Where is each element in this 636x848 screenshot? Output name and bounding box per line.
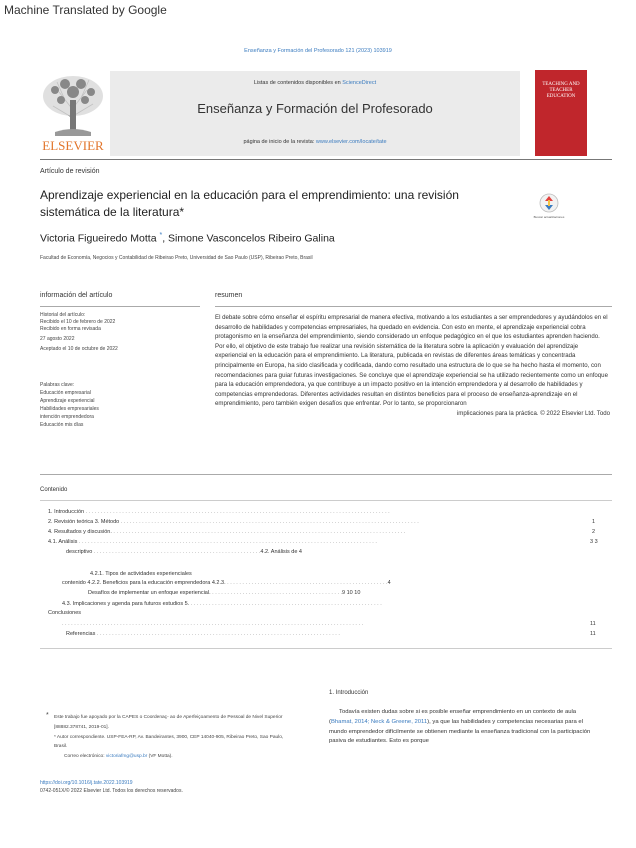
history-accepted: Aceptado el 10 de octubre de 2022: [40, 346, 118, 352]
journal-reference[interactable]: Enseñanza y Formación del Profesorado 121 (2023) 103919: [244, 48, 392, 54]
toc-entry[interactable]: 2. Revisión teórica 3. Método . . . . . . . . . . . . . . . . . . . . . . . . . . . . . . . . . . . . . . . . . . . . . . . . . . . . . . . . . . . . . . . . . . . . . . . . . . . . . . . . . . . . . . . . . . . . . . . . . .: [48, 519, 419, 525]
footnote-marker: *: [46, 712, 49, 719]
toc-entry[interactable]: 1. Introducción . . . . . . . . . . . . . . . . . . . . . . . . . . . . . . . . . . . . . . . . . . . . . . . . . . . . . . . . . . . . . . . . . . . . . . . . . . . . . . . . . . . . . . . . . . . . . . . . . . . .: [48, 509, 390, 515]
toc-entry[interactable]: Referencias . . . . . . . . . . . . . . . . . . . . . . . . . . . . . . . . . . . . . . . . . . . . . . . . . . . . . . . . . . . . . . . . . . . . . . . . . . . . . . . .: [66, 631, 340, 637]
toc-page: 11: [590, 621, 596, 627]
toc-end-divider: [40, 648, 612, 649]
homepage-link[interactable]: www.elsevier.com/locate/tate: [315, 139, 387, 145]
keyword: intención emprendedora: [40, 414, 94, 420]
keyword: Educación mis días: [40, 422, 84, 428]
keywords: [40, 381, 205, 429]
intro-text-start: Todavía existen dudas sobre si es posible enseñar emprendimiento en un contexto de aula (: [329, 709, 577, 725]
header-divider: [40, 159, 612, 160]
contents-prefix: Listas de contenidos disponibles en: [253, 80, 341, 86]
email-line: [54, 752, 284, 762]
abstract-tail: implicaciones para la práctica. © 2022 Elsevier Ltd. Todo: [456, 409, 610, 417]
author-2[interactable]: , Simone Vasconcelos Ribeiro Galina: [162, 232, 335, 245]
keywords-label: Palabras clave:: [40, 382, 75, 388]
history-received: Recibido el 10 de febrero de 2022: [40, 319, 116, 325]
toc-entry[interactable]: descriptivo . . . . . . . . . . . . . . . . . . . . . . . . . . . . . . . . . . . . . . . . . . . . . . . . . . . . . . .4.2. Análisis de 4: [66, 549, 302, 555]
introduction-text: [329, 708, 599, 747]
copyright: 0742-051X/© 2022 Elsevier Ltd. Todos los derechos reservados.: [40, 788, 183, 794]
intro-text-end: ), ya que las habilidades y competencias necesarias para el mundo emprendedor difícilmente se obtienen mediante la enseñanza tradicional con la participación pasiva de estudiantes. Esto es porque: [329, 718, 591, 745]
authors: [40, 232, 335, 245]
doi-link[interactable]: https://doi.org/10.1016/j.tate.2022.103919: [40, 780, 133, 786]
history-revised-date: 27 agosto 2022: [40, 336, 75, 342]
history-label: Historial del artículo:: [40, 312, 86, 318]
article-title: Aprendizaje experiencial en la educación para el emprendimiento: una revisión sistemática de la literatura*: [40, 188, 459, 219]
journal-cover: [535, 70, 587, 156]
abstract-end-divider: [40, 474, 612, 475]
toc-page: 2: [592, 529, 596, 535]
publisher-wordmark: ELSEVIER: [42, 138, 104, 153]
crossmark-badge[interactable]: [533, 192, 565, 224]
abstract-divider: [215, 306, 612, 307]
article-info-heading: información del artículo: [40, 292, 113, 299]
footnotes: [54, 713, 284, 762]
email-link[interactable]: victoriafmg@usp.br: [105, 754, 148, 760]
toc-entry[interactable]: contenido 4.2.2. Beneficios para la educación emprendedora 4.2.3. . . . . . . . . . . . . . . . . . . . . . . . . . . . . . . . . . . . . . . . . . . . . . . . . . . . . .4: [62, 580, 391, 586]
toc-entry[interactable]: 4.2.1. Tipos de actividades experienciales: [90, 571, 192, 577]
keyword: Aprendizaje experiencial: [40, 398, 95, 404]
email-suffix: (VF Motta).: [148, 754, 173, 760]
abstract-text: [215, 313, 610, 419]
sciencedirect-link[interactable]: ScienceDirect: [342, 80, 377, 86]
toc-page: 1: [592, 519, 596, 525]
toc-entry[interactable]: 4.1. Análisis . . . . . . . . . . . . . . . . . . . . . . . . . . . . . . . . . . . . . . . . . . . . . . . . . . . . . . . . . . . . . . . . . . . . . . . . . . . . . . . . . . . . . . . . . . . . . . . . . .: [48, 539, 377, 545]
toc-dots: . . . . . . . . . . . . . . . . . . . . . . . . . . . . . . . . . . . . . . . . . . . . . . . . . . . . . . . . . . . . . . . . . . . . . . . . . . . . . . . . . . . . . . . . . . . . . . . . . . .: [62, 621, 364, 627]
toc-page: 11: [590, 631, 596, 637]
toc-page: 3 3: [590, 539, 598, 545]
corresponding-author-footnote: * Autor correspondiente. USP-FEA-RP, Av. Bandeirantes, 3900, CEP 14040-905, Ribeirao Preto, Sao Paulo, Brasil.: [54, 734, 284, 750]
homepage-prefix: página de inicio de la revista:: [243, 139, 315, 145]
elsevier-logo: [35, 70, 111, 156]
toc-entry[interactable]: Desafíos de implementar un enfoque experiencial. . . . . . . . . . . . . . . . . . . . . . . . . . . . . . . . . . . . . . . . . . . .9 10 10: [88, 590, 361, 596]
keyword: Educación empresarial: [40, 390, 91, 396]
author-1[interactable]: Victoria Figueiredo Motta: [40, 232, 157, 245]
toc-divider: [40, 500, 612, 501]
affiliation: Facultad de Economía, Negocios y Contabilidad de Ribeirao Preto, Universidad de Sao Paulo (USP), Ribeirao Preto, Brasil: [40, 255, 313, 261]
journal-title: Enseñanza y Formación del Profesorado: [197, 101, 433, 116]
crossmark-label: Buscar actualizaciones: [533, 215, 565, 219]
article-type: Artículo de revisión: [40, 168, 100, 175]
info-divider: [40, 306, 200, 307]
corresponding-author-mark[interactable]: *: [159, 232, 163, 239]
abstract-body: El debate sobre cómo enseñar el espíritu empresarial de manera efectiva, motivando a los estudiantes a ser emprendedores y ayudándolos en el desarrollo de habilidades y competencias empresariales, ha quedado en evidencia. Con esto en mente, el aprendizaje experiencial cobra protagonismo en la enseñanza del emprendimiento, siendo considerado un enfoque pedagógico en el que los estudiantes aprenden haciendo. Por ello, el objetivo de este trabajo fue realizar una revisión sistemática de la literatura sobre la aplicación y evaluación del aprendizaje experiencial en la educación para el emprendimiento. La literatura, publicada en revistas de diferentes áreas temáticas y concentrada principalmente en Europa, ha sido clasificada y codificada, dando como resultado una estructura de lo que se ha hecho hasta el momento, con recomendaciones para guiar futuras investigaciones. Se concluye que el aprendizaje experiencial se ha utilizado recientemente como un enfoque para la educación emprendedora, ya que contribuye a un impacto positivo en la intención emprendedora y al desarrollo de habilidades y competencias emprendedoras. Diferentes actividades resultan en distintos beneficios para el proceso de enseñanza-aprendizaje en el emprendimiento, pero también exigen desafíos que enfrentar. Por lo tanto, se proporcionaron: [215, 314, 608, 408]
introduction-heading: 1. Introducción: [329, 690, 369, 696]
citation-link[interactable]: Bhamat, 2014; Neck & Greene, 2011: [330, 718, 428, 725]
toc-entry[interactable]: 4. Resultados y discusión. . . . . . . . . . . . . . . . . . . . . . . . . . . . . . . . . . . . . . . . . . . . . . . . . . . . . . . . . . . . . . . . . . . . . . . . . . . . . . . . . . . . . . . . . . . . . . . . .: [48, 529, 406, 535]
doi-block: [40, 779, 183, 795]
abstract-heading: resumen: [215, 292, 243, 299]
homepage-line: [110, 139, 520, 145]
article-history: [40, 312, 205, 353]
contents-line: [110, 80, 520, 86]
machine-translation-banner: Machine Translated by Google: [4, 3, 167, 17]
toc-entry[interactable]: Conclusiones: [48, 610, 82, 616]
funding-footnote: Este trabajo fue apoyado por la CAPES o Coordenaç- ao de Aperfeiçoamento de Pessoal de Nivel Superior [88882.378741, 2019-01].: [54, 715, 283, 730]
cover-title: TEACHING AND TEACHER EDUCATION: [542, 82, 580, 99]
history-revised: Recibido en forma revisada: [40, 326, 101, 332]
keyword: Habilidades empresariales: [40, 406, 99, 412]
contents-heading: Contenido: [40, 487, 68, 493]
email-prefix: Correo electrónico:: [64, 754, 105, 760]
toc-entry[interactable]: 4.3. Implicaciones y agenda para futuros estudios 5. . . . . . . . . . . . . . . . . . . . . . . . . . . . . . . . . . . . . . . . . . . . . . . . . . . . . . . . . . . . . . . .: [62, 601, 382, 607]
